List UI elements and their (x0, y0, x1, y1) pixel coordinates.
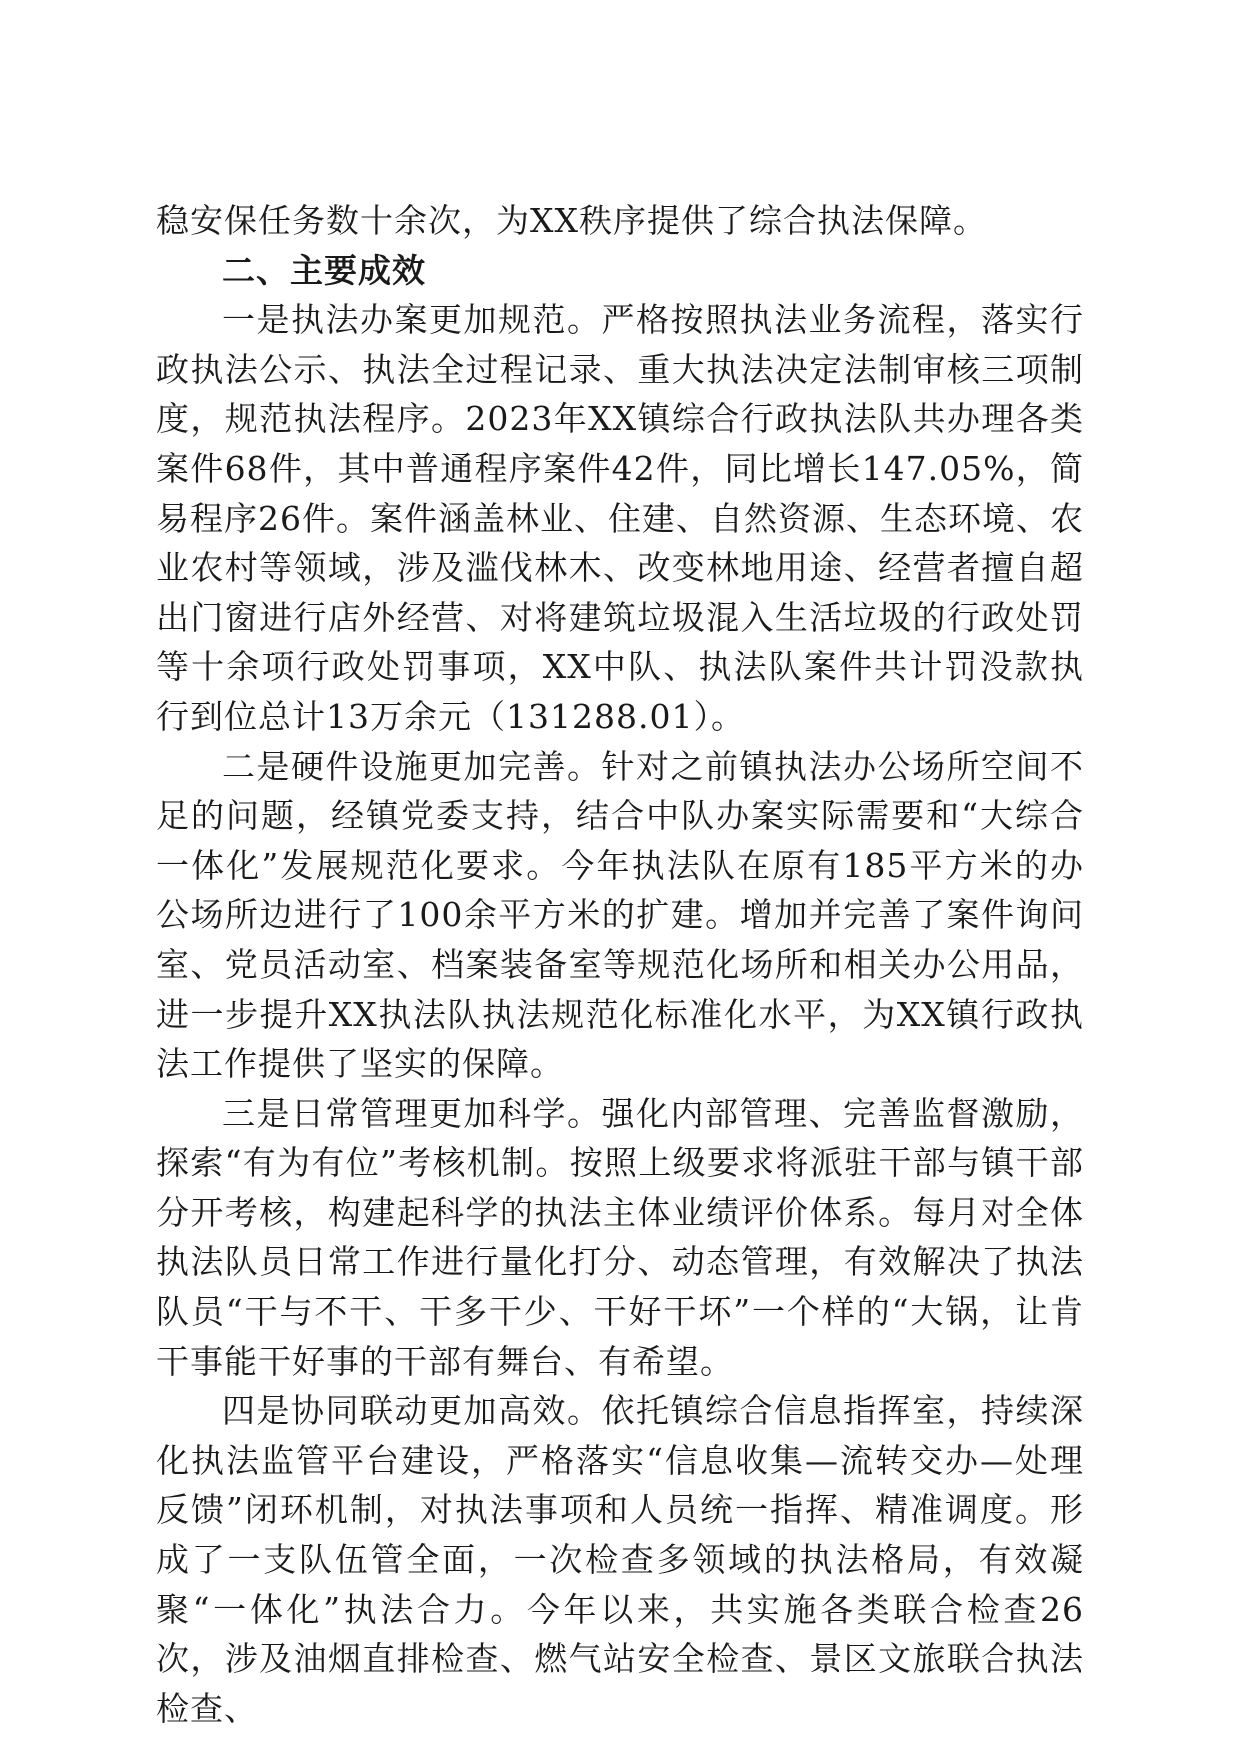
paragraph-case-handling: 一是执法办案更加规范。严格按照执法业务流程，落实行政执法公示、执法全过程记录、重大执法决定法制审核三项制度，规范执法程序。2023年XX镇综合行政执法队共办理各类案件68件，其中普通程序案件42件，同比增长147.05%，简易程序26件。案件涵盖林业、住建、自然资源、生态环境、农业农村等领域，涉及滥伐林木、改变林地用途、经营者擅自超出门窗进行店外经营、对将建筑垃圾混入生活垃圾的行政处罚等十余项行政处罚事项，XX中队、执法队案件共计罚没款执行到位总计13万余元（131288.01）。 (156, 300, 1084, 736)
document-body (156, 196, 1084, 1733)
paragraph-coordination: 四是协同联动更加高效。依托镇综合信息指挥室，持续深化执法监管平台建设，严格落实“信息收集—流转交办—处理反馈”闭环机制，对执法事项和人员统一指挥、精准调度。形成了一支队伍管全面，一次检查多领域的执法格局，有效凝聚“一体化”执法合力。今年以来，共实施各类联合检查26次，涉及油烟直排检查、燃气站安全检查、景区文旅联合执法检查、 (156, 1391, 1084, 1728)
section-heading: 二、主要成效 (222, 250, 426, 290)
paragraph-continuation: 稳安保任务数十余次，为XX秩序提供了综合执法保障。 (156, 201, 987, 240)
paragraph-facilities: 二是硬件设施更加完善。针对之前镇执法办公场所空间不足的问题，经镇党委支持，结合中队办案实际需要和“大综合一体化”发展规范化要求。今年执法队在原有185平方米的办公场所边进行了100余平方米的扩建。增加并完善了案件询问室、党员活动室、档案装备室等规范化场所和相关办公用品，进一步提升XX执法队执法规范化标准化水平，为XX镇行政执法工作提供了坚实的保障。 (156, 746, 1084, 1084)
paragraph-management: 三是日常管理更加科学。强化内部管理、完善监督激励，探索“有为有位”考核机制。按照上级要求将派驻干部与镇干部分开考核，构建起科学的执法主体业绩评价体系。每月对全体执法队员日常工作进行量化打分、动态管理，有效解决了执法队员“干与不干、干多干少、干好干坏”一个样的“大锅，让肯干事能干好事的干部有舞台、有希望。 (156, 1093, 1084, 1381)
